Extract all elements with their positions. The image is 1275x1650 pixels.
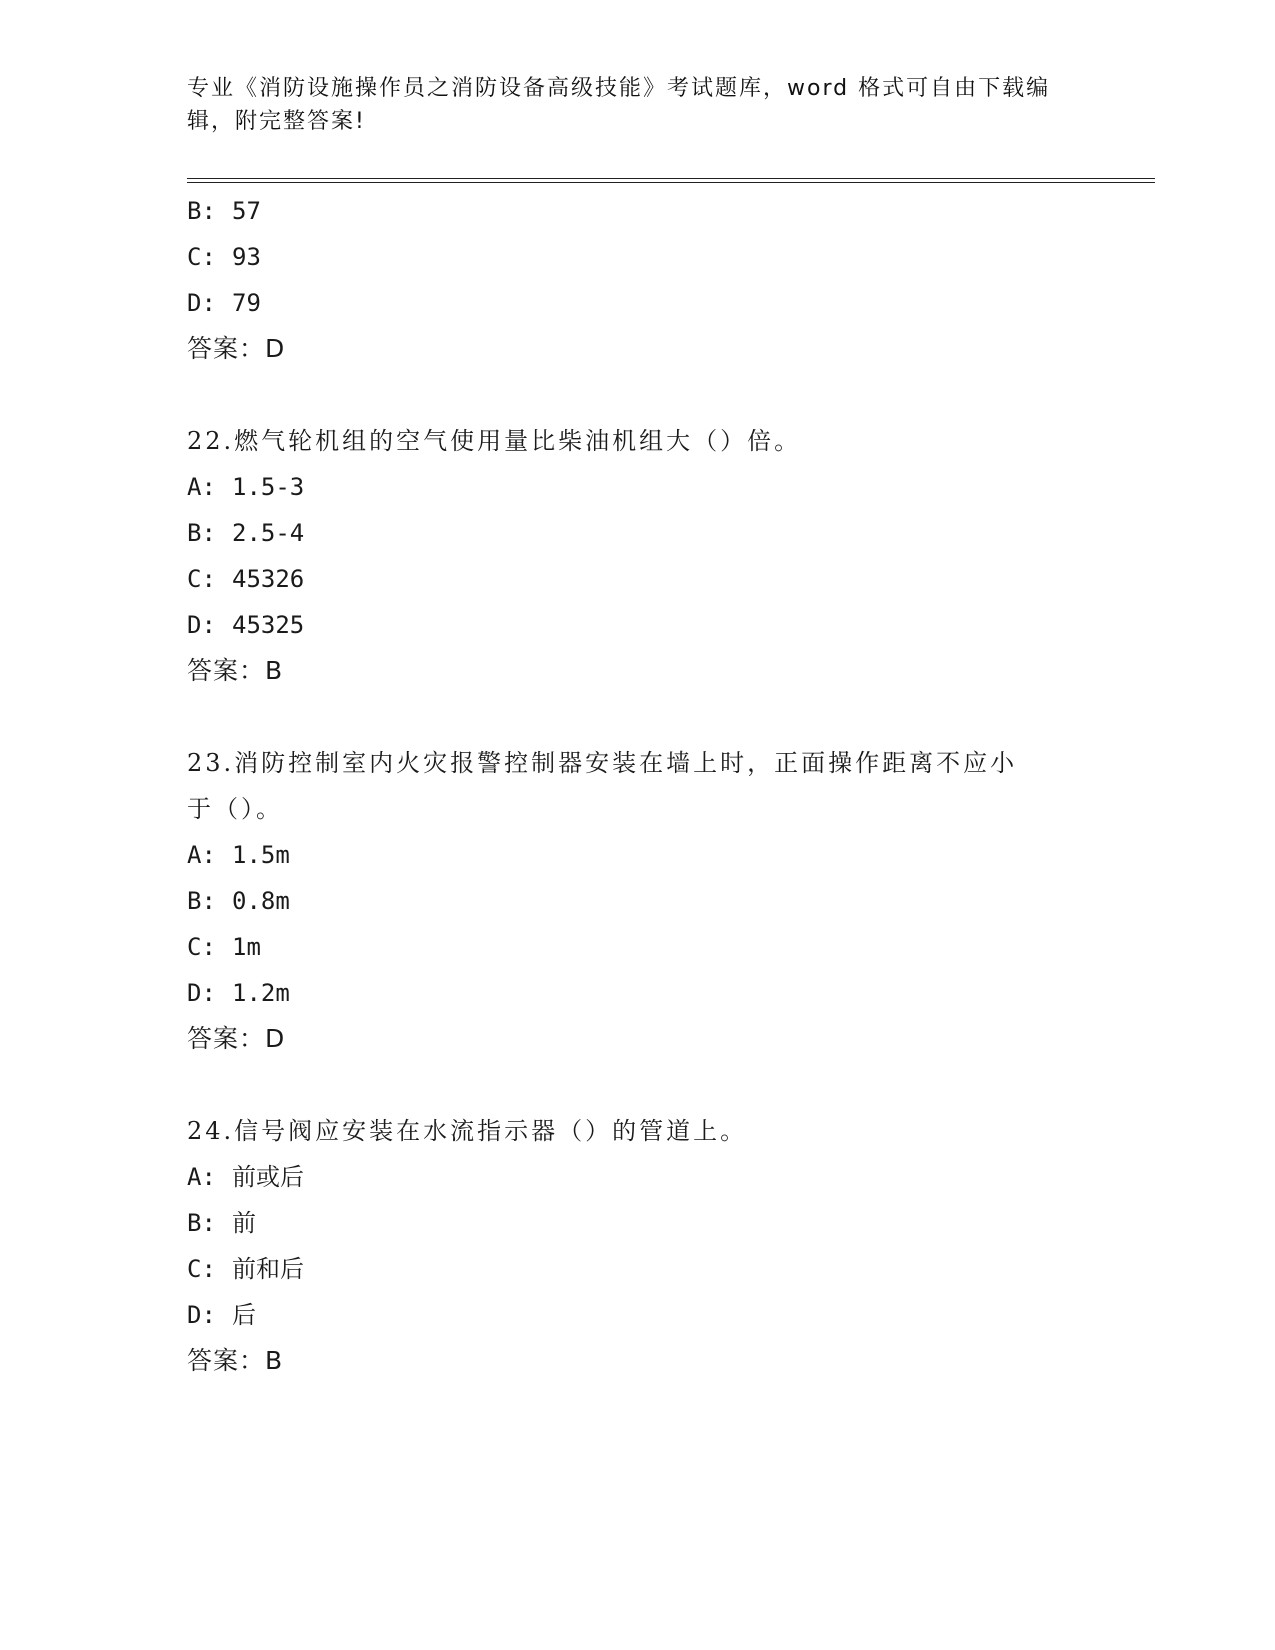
option-item	[187, 924, 1087, 970]
option-text: 1.5m	[232, 841, 290, 869]
answer-line: 答案：D	[187, 334, 286, 363]
answer-line: 答案：D	[187, 1024, 286, 1053]
question-22	[187, 418, 1087, 694]
option-text: 前或后	[232, 1163, 304, 1191]
document-header	[187, 72, 1077, 138]
option-key: D:	[187, 289, 216, 317]
option-key: D:	[187, 979, 216, 1007]
option-key: A:	[187, 473, 216, 501]
option-item	[187, 1200, 1087, 1246]
option-item	[187, 1246, 1087, 1292]
option-key: B:	[187, 887, 216, 915]
option-item	[187, 234, 1087, 280]
header-divider-top	[187, 178, 1155, 179]
header-line-2: 辑，附完整答案!	[187, 109, 366, 134]
option-key: C:	[187, 1255, 216, 1283]
option-key: A:	[187, 1163, 216, 1191]
option-text: 57	[232, 197, 261, 225]
question-partial	[187, 188, 1087, 372]
option-text: 2.5-4	[232, 519, 305, 547]
option-text: 0.8m	[232, 887, 290, 915]
option-text: 79	[232, 289, 261, 317]
question-24	[187, 1108, 1087, 1384]
option-item	[187, 970, 1087, 1016]
option-item	[187, 878, 1087, 924]
option-key: C:	[187, 243, 216, 271]
option-item	[187, 556, 1087, 602]
option-key: A:	[187, 841, 216, 869]
option-key: B:	[187, 519, 216, 547]
answer-line: 答案：B	[187, 1346, 284, 1375]
question-23	[187, 740, 1087, 1062]
option-key: B:	[187, 197, 216, 225]
option-text: 后	[232, 1301, 256, 1329]
option-key: C:	[187, 933, 216, 961]
option-text: 前和后	[232, 1255, 304, 1283]
option-text: 1.5-3	[232, 473, 305, 501]
option-text: 45326	[232, 565, 305, 593]
header-line-1: 专业《消防设施操作员之消防设备高级技能》考试题库，word 格式可自由下载编	[187, 76, 1051, 101]
option-item	[187, 188, 1087, 234]
header-divider-bottom	[187, 182, 1155, 183]
option-item	[187, 1292, 1087, 1338]
option-item	[187, 280, 1087, 326]
option-text: 1m	[232, 933, 261, 961]
option-key: D:	[187, 611, 216, 639]
option-item	[187, 832, 1087, 878]
option-item	[187, 464, 1087, 510]
option-text: 45325	[232, 611, 305, 639]
question-list	[187, 188, 1087, 1384]
option-text: 93	[232, 243, 261, 271]
option-item	[187, 510, 1087, 556]
answer-line: 答案：B	[187, 656, 284, 685]
question-stem-continued: 于（）。	[187, 795, 283, 823]
question-stem: 24.信号阀应安装在水流指示器（）的管道上。	[187, 1117, 748, 1145]
option-text: 1.2m	[232, 979, 290, 1007]
option-item	[187, 1154, 1087, 1200]
option-item	[187, 602, 1087, 648]
option-key: B:	[187, 1209, 216, 1237]
question-stem: 23.消防控制室内火灾报警控制器安装在墙上时，正面操作距离不应小	[187, 749, 1018, 777]
question-stem: 22.燃气轮机组的空气使用量比柴油机组大（）倍。	[187, 427, 802, 455]
option-key: D:	[187, 1301, 216, 1329]
option-text: 前	[232, 1209, 256, 1237]
option-key: C:	[187, 565, 216, 593]
